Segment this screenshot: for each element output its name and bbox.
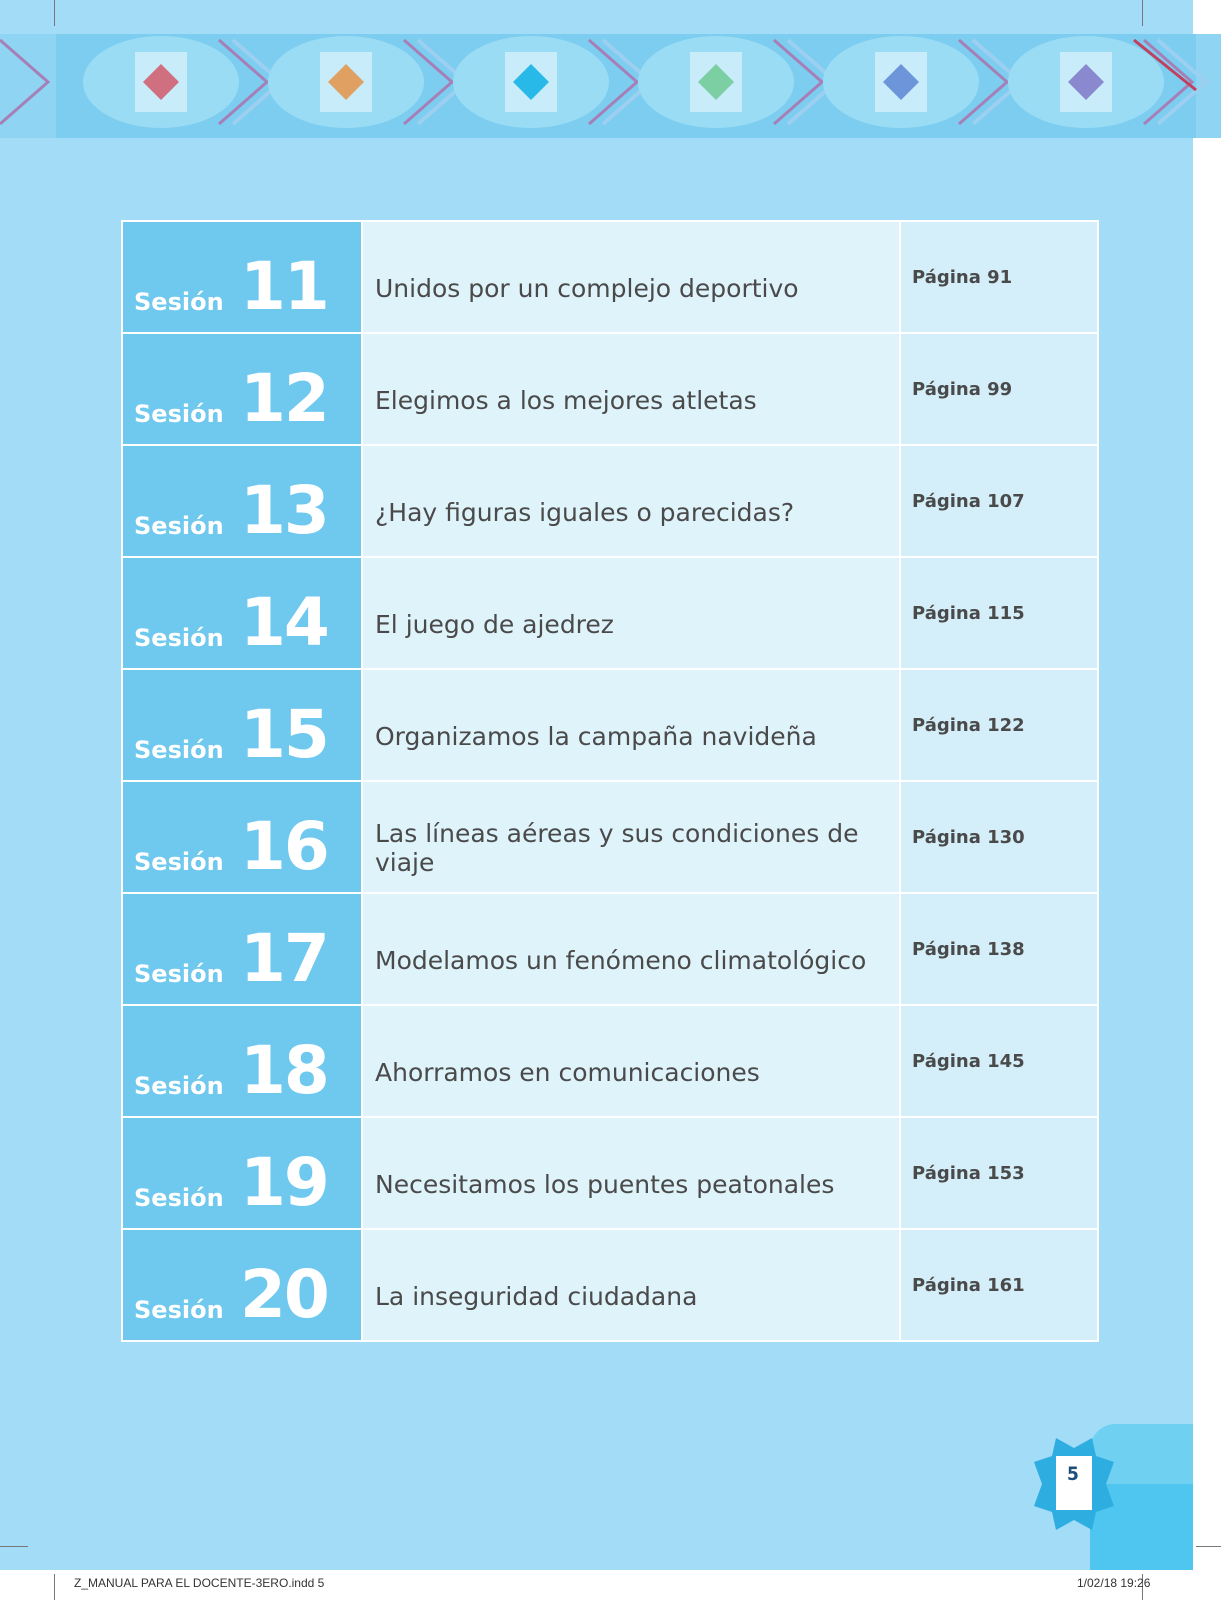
- page-ref-cell: [900, 333, 1098, 445]
- page-reference: Página 91: [912, 266, 1013, 288]
- session-number: 20: [240, 1256, 328, 1333]
- page-reference: Página 145: [912, 1050, 1025, 1072]
- crop-mark: [0, 1546, 28, 1547]
- session-label: Sesión: [134, 624, 224, 652]
- session-label: Sesión: [134, 288, 224, 316]
- page-reference: Página 122: [912, 714, 1025, 736]
- toc-row: [122, 445, 1098, 557]
- session-label: Sesión: [134, 1072, 224, 1100]
- session-title-cell: [362, 781, 900, 893]
- session-label: Sesión: [134, 1296, 224, 1324]
- session-number: 12: [240, 360, 328, 437]
- toc-row: [122, 1229, 1098, 1341]
- session-title-cell: [362, 1005, 900, 1117]
- session-title-cell: [362, 669, 900, 781]
- session-label: Sesión: [134, 960, 224, 988]
- page-reference: Página 161: [912, 1274, 1025, 1296]
- toc-row: [122, 557, 1098, 669]
- page-reference: Página 107: [912, 490, 1025, 512]
- session-title-cell: [362, 445, 900, 557]
- toc-row: [122, 221, 1098, 333]
- page-reference: Página 153: [912, 1162, 1025, 1184]
- session-number: 13: [240, 472, 328, 549]
- session-label: Sesión: [134, 400, 224, 428]
- toc-row: [122, 669, 1098, 781]
- footer-file-slug: Z_MANUAL PARA EL DOCENTE-3ERO.indd 5: [74, 1576, 325, 1590]
- session-cell: [122, 1229, 362, 1341]
- session-title: La inseguridad ciudadana: [375, 1281, 698, 1311]
- page-ref-cell: [900, 557, 1098, 669]
- session-title: ¿Hay figuras iguales o parecidas?: [375, 497, 795, 527]
- toc-row: [122, 781, 1098, 893]
- session-number: 18: [240, 1032, 328, 1109]
- session-title-cell: [362, 221, 900, 333]
- toc-row: [122, 1117, 1098, 1229]
- session-title: Necesitamos los puentes peatonales: [375, 1169, 835, 1199]
- session-title-cell: [362, 893, 900, 1005]
- session-title: El juego de ajedrez: [375, 609, 614, 639]
- session-title: Las líneas aéreas y sus condiciones de viaje: [375, 819, 859, 877]
- session-number: 16: [240, 808, 328, 885]
- page-number: 5: [1067, 1463, 1079, 1485]
- page-ref-cell: [900, 1005, 1098, 1117]
- session-cell: [122, 893, 362, 1005]
- table-of-contents: [121, 220, 1099, 1342]
- session-number: 15: [240, 696, 328, 773]
- session-title: Organizamos la campaña navideña: [375, 721, 817, 751]
- page-ref-cell: [900, 1117, 1098, 1229]
- page-reference: Página 115: [912, 602, 1025, 624]
- session-title-cell: [362, 1117, 900, 1229]
- toc-row: [122, 333, 1098, 445]
- crop-mark: [1196, 1546, 1221, 1547]
- session-cell: [122, 445, 362, 557]
- crop-mark: [54, 1574, 55, 1600]
- session-cell: [122, 221, 362, 333]
- page-reference: Página 130: [912, 826, 1025, 848]
- session-label: Sesión: [134, 512, 224, 540]
- session-cell: [122, 333, 362, 445]
- session-cell: [122, 1005, 362, 1117]
- page-ref-cell: [900, 445, 1098, 557]
- page-ref-cell: [900, 1229, 1098, 1341]
- page-ref-cell: [900, 669, 1098, 781]
- session-number: 19: [240, 1144, 328, 1221]
- andean-pattern-icon: [0, 0, 1221, 140]
- page-ref-cell: [900, 221, 1098, 333]
- page-ref-cell: [900, 893, 1098, 1005]
- session-label: Sesión: [134, 1184, 224, 1212]
- session-cell: [122, 557, 362, 669]
- session-cell: [122, 781, 362, 893]
- session-cell: [122, 1117, 362, 1229]
- toc-row: [122, 1005, 1098, 1117]
- session-title: Modelamos un fenómeno climatológico: [375, 945, 867, 975]
- session-title: Unidos por un complejo deportivo: [375, 273, 799, 303]
- page-reference: Página 138: [912, 938, 1025, 960]
- toc-row: [122, 893, 1098, 1005]
- session-label: Sesión: [134, 736, 224, 764]
- session-title-cell: [362, 557, 900, 669]
- page-reference: Página 99: [912, 378, 1013, 400]
- session-label: Sesión: [134, 848, 224, 876]
- session-cell: [122, 669, 362, 781]
- page-ref-cell: [900, 781, 1098, 893]
- session-number: 11: [240, 248, 328, 325]
- session-number: 17: [240, 920, 328, 997]
- session-number: 14: [240, 584, 328, 661]
- session-title: Ahorramos en comunicaciones: [375, 1057, 760, 1087]
- session-title: Elegimos a los mejores atletas: [375, 385, 757, 415]
- footer-datetime: 1/02/18 19:26: [1077, 1576, 1151, 1590]
- session-title-cell: [362, 333, 900, 445]
- session-title-cell: [362, 1229, 900, 1341]
